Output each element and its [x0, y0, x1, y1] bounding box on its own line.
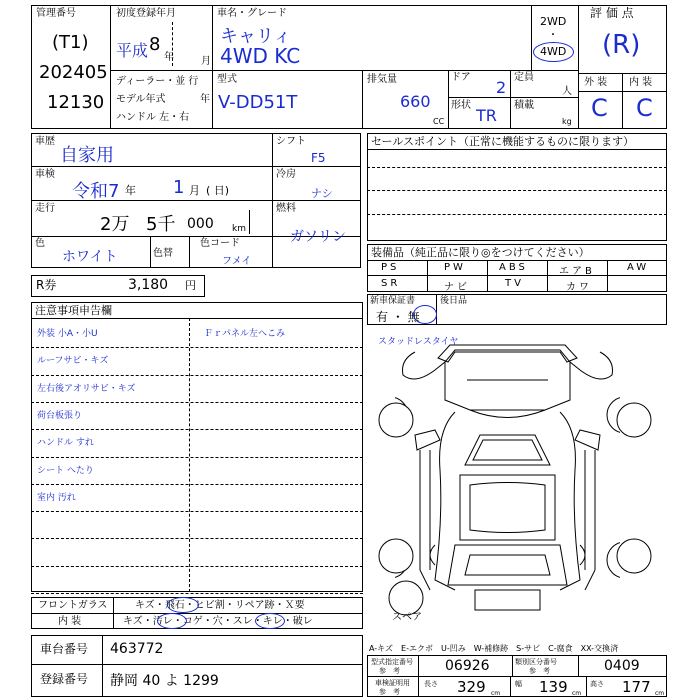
note-left-item: ハンドル すれ — [37, 438, 94, 449]
divider — [586, 676, 587, 697]
color-label: 色 — [35, 238, 45, 249]
car-name-label: 車名・グレード — [217, 8, 287, 19]
capacity-unit: 人 — [562, 86, 572, 97]
fuel-value: ガソリン — [290, 229, 346, 245]
height-unit: cm — [655, 690, 665, 697]
model-type-label: 型式 — [217, 74, 237, 85]
ac-label: 冷房 — [276, 169, 296, 180]
ac-value: ナシ — [311, 187, 333, 200]
selling-line — [367, 167, 667, 168]
divider — [367, 275, 667, 276]
yen-unit: 円 — [185, 279, 196, 292]
notes-line — [31, 429, 363, 430]
divider — [531, 5, 532, 70]
drive-2wd: 2WD — [540, 15, 567, 28]
wheel-right-rear — [614, 536, 654, 576]
displacement: 660 — [400, 92, 431, 111]
equipment-aw: AW — [627, 262, 650, 273]
dealer-label: ディーラー・並 行 — [116, 76, 199, 87]
car-name: キャリィ — [220, 26, 292, 47]
inspection-day-unit: ( 日) — [206, 184, 230, 197]
cert-sub: 参 考 — [379, 688, 400, 696]
first-registration-era: 平成 — [116, 41, 149, 60]
notes-line — [31, 566, 363, 567]
fuel-label: 燃料 — [276, 203, 296, 214]
note-right-item: Ｆｒパネル左へこみ — [204, 329, 286, 339]
recycle-label: R券 — [36, 278, 57, 292]
later-items-label: 後日品 — [440, 296, 468, 306]
lot-label: 管理番号 — [36, 8, 76, 19]
divider — [113, 597, 114, 629]
interior-dirt-circle — [157, 613, 187, 629]
note-left-item: 荷台板張り — [37, 410, 83, 421]
divider — [31, 318, 363, 319]
mileage-rest: 000 — [187, 216, 214, 232]
length-label: 長さ — [424, 680, 438, 688]
height: 177 — [622, 678, 651, 696]
month-unit: 月 — [201, 56, 211, 67]
selling-points-title: セールスポイント（正常に機能するものに限ります） — [371, 135, 635, 148]
equipment-airbag: エアB — [559, 266, 595, 277]
divider — [110, 5, 111, 129]
divider — [367, 149, 667, 150]
notes-line — [31, 402, 363, 403]
length: 329 — [457, 678, 486, 696]
score-label: 評 価 点 — [590, 6, 634, 20]
class-no-label: 類別区分番号 — [515, 658, 557, 666]
divider — [427, 260, 428, 292]
notes-line — [31, 511, 363, 512]
header-section — [31, 5, 667, 129]
height-label: 高さ — [590, 680, 604, 688]
year-unit: 年 — [164, 52, 174, 63]
notes-divider — [189, 318, 190, 592]
color-value: ホワイト — [62, 249, 118, 265]
equipment-ps: PS — [381, 262, 400, 273]
handle-label: ハンドル 左・右 — [116, 112, 190, 123]
interior-wear-circle — [255, 613, 285, 629]
equipment-sr: SR — [381, 278, 401, 289]
km-unit: km — [232, 224, 246, 234]
chassis-label: 車台番号 — [40, 642, 89, 656]
glass-chip-circle — [167, 597, 199, 613]
inspection-month: 1 — [173, 177, 185, 198]
selling-line — [367, 190, 667, 191]
car-diagram — [395, 340, 620, 625]
equipment-abs: ABS — [499, 262, 528, 273]
mileage-man: 2万 — [100, 214, 130, 235]
exterior-grade: C — [591, 94, 608, 122]
notes-line — [31, 484, 363, 485]
interior-label-row: 内 装 — [58, 616, 82, 627]
cc-unit: CC — [433, 117, 445, 126]
displacement-label: 排気量 — [367, 74, 397, 85]
divider — [510, 70, 511, 129]
load-unit: kg — [562, 117, 572, 126]
mileage-label: 走行 — [35, 203, 55, 214]
interior-label: 内 装 — [629, 77, 653, 88]
color-code-value: フメイ — [222, 256, 252, 267]
damage-legend: A-キズ E-エクボ U-凹み W-補修跡 S-サビ C-腐食 XX-交換済 — [369, 644, 619, 653]
color-code-label: 色コード — [200, 238, 240, 249]
color-change-label: 色替 — [153, 248, 173, 259]
note-left-item: ルーフサビ・キズ — [37, 356, 109, 367]
type-no-label: 型式指定番号 — [371, 658, 413, 666]
shape: TR — [476, 106, 497, 125]
registration-value: 静岡 40 よ 1299 — [110, 673, 219, 689]
shift-value: F5 — [311, 151, 326, 165]
divider — [102, 635, 103, 697]
drive-4wd: 4WD — [540, 45, 567, 58]
equipment-leather: カワ — [566, 282, 592, 293]
shift-label: シフト — [276, 136, 306, 147]
model-year-label: モデル年式 — [116, 94, 166, 105]
inspection-month-unit: 月 — [189, 184, 200, 197]
divider — [418, 655, 419, 697]
note-left-item: 室内 汚れ — [37, 492, 76, 503]
width-label: 幅 — [515, 680, 522, 688]
divider — [578, 5, 579, 129]
divider — [189, 236, 190, 268]
equipment-title: 装備品（純正品に限り◎をつけてください） — [371, 246, 590, 259]
divider — [607, 260, 608, 292]
divider — [512, 655, 513, 676]
chassis-value: 463772 — [110, 641, 164, 657]
divider — [510, 676, 511, 697]
history-value: 自家用 — [60, 145, 114, 166]
inspection-era: 令和7 — [72, 181, 120, 202]
km-box — [228, 210, 250, 234]
doors-label: ドア — [451, 72, 471, 83]
first-registration-label: 初度登録年月 — [116, 8, 176, 19]
class-no-sub: 参 考 — [529, 667, 550, 675]
drive-dot: ・ — [548, 30, 558, 41]
notes-line — [31, 375, 363, 376]
selling-line — [367, 214, 667, 215]
warranty-value: 有 ・ 無 — [376, 310, 420, 324]
divider — [110, 70, 578, 71]
type-no-sub: 参 考 — [379, 667, 400, 675]
divider — [448, 70, 449, 129]
note-left-item: 左右後アオリサビ・キズ — [37, 383, 136, 394]
score: (R) — [602, 30, 641, 60]
equipment-navi: ナビ — [444, 282, 470, 293]
load-label: 積載 — [514, 100, 534, 111]
cert-label: 車検証明用 — [375, 679, 410, 687]
wheel-left-rear — [376, 536, 416, 576]
divider — [487, 260, 488, 292]
model-year-unit: 年 — [200, 94, 210, 105]
warranty-none-circle — [413, 305, 437, 324]
shape-label: 形状 — [451, 100, 471, 111]
notes-title: 注意事項申告欄 — [35, 304, 112, 317]
glass-label: フロントガラス — [38, 600, 108, 611]
divider — [150, 236, 151, 268]
divider — [448, 97, 578, 98]
interior-items: キズ・汚レ・コゲ・穴・スレ・キレ・破レ — [123, 616, 313, 627]
exterior-label: 外 装 — [584, 77, 608, 88]
divider — [212, 5, 213, 129]
width: 139 — [539, 678, 568, 696]
note-left-item: シート へたり — [37, 465, 94, 476]
grade: 4WD KC — [220, 44, 301, 68]
divider — [367, 676, 667, 677]
lot-code: (T1) — [52, 32, 89, 53]
width-unit: cm — [572, 690, 582, 697]
spare-label: スペア — [392, 612, 422, 623]
glass-items: キズ・飛石・ヒビ割・リペア跡・Ｘ要 — [135, 600, 305, 611]
class-no: 0409 — [604, 658, 640, 674]
notes-line — [31, 457, 363, 458]
type-no: 06926 — [445, 658, 490, 674]
mileage-sen: 5千 — [146, 214, 176, 235]
length-unit: cm — [491, 690, 501, 697]
divider — [31, 664, 363, 665]
divider — [547, 260, 548, 292]
notes-line — [31, 347, 363, 348]
notes-line — [31, 538, 363, 539]
recycle-section — [31, 275, 205, 297]
equipment-pw: PW — [444, 262, 466, 273]
divider — [436, 294, 437, 325]
equipment-tv: TV — [505, 278, 524, 289]
lot-date: 202405 — [39, 62, 108, 83]
divider — [362, 70, 363, 129]
divider — [31, 613, 363, 614]
lot-number: 12130 — [47, 92, 105, 113]
divider — [578, 655, 579, 676]
recycle-value: 3,180 — [128, 277, 169, 293]
inspection-year-unit: 年 — [125, 184, 136, 197]
inspection-label: 車検 — [35, 169, 55, 180]
history-label: 車歴 — [35, 136, 55, 147]
interior-grade: C — [636, 94, 653, 122]
capacity-label: 定員 — [514, 72, 534, 83]
warranty-label: 新車保証書 — [370, 296, 416, 306]
wheel-left-front — [376, 400, 416, 440]
doors: 2 — [496, 78, 507, 97]
divider — [622, 73, 623, 129]
wheel-right-front — [614, 400, 654, 440]
notes-line — [31, 593, 363, 594]
drive-4wd-circle — [533, 42, 574, 62]
registration-label: 登録番号 — [40, 672, 89, 686]
studless-label: スタッドレスタイヤ — [378, 337, 459, 347]
first-registration-year: 8 — [149, 34, 161, 55]
note-left-item: 外装 小A・小U — [37, 329, 98, 339]
divider — [367, 260, 667, 261]
model-type: V-DD51T — [218, 92, 298, 113]
